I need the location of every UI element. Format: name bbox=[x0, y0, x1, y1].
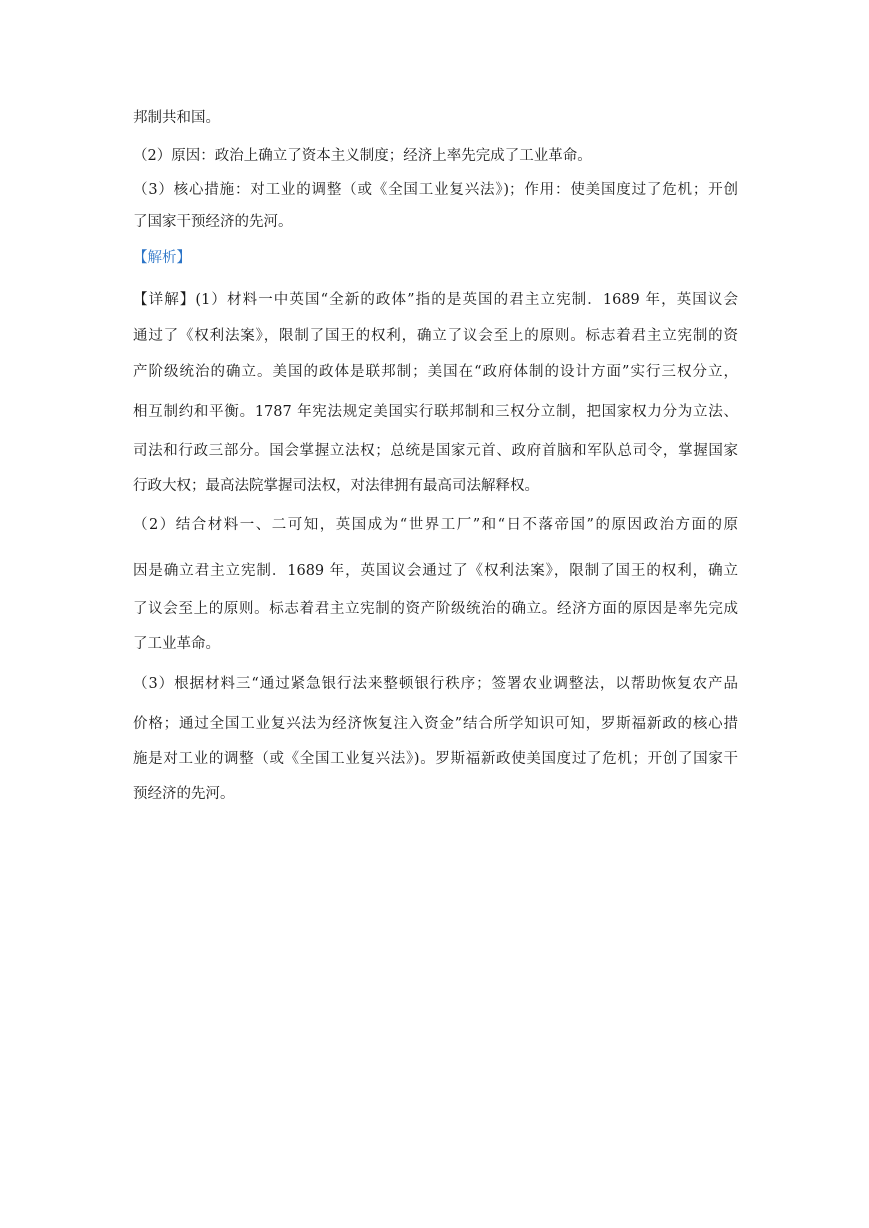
detail-p1-line-5: 司法和行政三部分。国会掌握立法权；总统是国家元首、政府首脑和军队总司令，掌握国家 bbox=[133, 443, 738, 459]
answer-line-1: 邦制共和国。 bbox=[133, 110, 220, 126]
detail-p3-line-1: （3）根据材料三“通过紧急银行法来整顿银行秩序；签署农业调整法，以帮助恢复农产品 bbox=[133, 676, 738, 692]
detail-p3-line-4: 预经济的先河。 bbox=[133, 786, 235, 802]
detail-p2-line-3: 了议会至上的原则。标志着君主立宪制的资产阶级统治的确立。经济方面的原因是率先完成 bbox=[133, 601, 738, 617]
detail-p3-line-3: 施是对工业的调整（或《全国工业复兴法》)。罗斯福新政使美国度过了危机；开创了国家干 bbox=[133, 751, 738, 767]
detail-p2-line-2: 因是确立君主立宪制．1689 年，英国议会通过了《权利法案》，限制了国王的权利，确立 bbox=[133, 563, 738, 579]
detail-p1-line-6: 行政大权；最高法院掌握司法权，对法律拥有最高司法解释权。 bbox=[133, 478, 539, 494]
detail-p2-line-4: 了工业革命。 bbox=[133, 636, 220, 652]
answer-line-4: 了国家干预经济的先河。 bbox=[133, 214, 293, 230]
answer-line-3: （3）核心措施：对工业的调整（或《全国工业复兴法》)；作用：使美国度过了危机；开创 bbox=[133, 182, 738, 198]
answer-line-2: （2）原因：政治上确立了资本主义制度；经济上率先完成了工业革命。 bbox=[133, 148, 592, 164]
detail-p1-line-1: 【详解】(1）材料一中英国“全新的政体”指的是英国的君主立宪制．1689 年，英国议会 bbox=[133, 292, 738, 308]
detail-p1-line-2: 通过了《权利法案》，限制了国王的权利，确立了议会至上的原则。标志着君主立宪制的资 bbox=[133, 328, 738, 344]
detail-p1-line-4: 相互制约和平衡。1787 年宪法规定美国实行联邦制和三权分立制，把国家权力分为立法、 bbox=[133, 404, 738, 420]
analysis-label: 【解析】 bbox=[133, 250, 191, 266]
detail-p3-line-2: 价格；通过全国工业复兴法为经济恢复注入资金”结合所学知识可知，罗斯福新政的核心措 bbox=[133, 716, 738, 732]
detail-p2-line-1: （2）结合材料一、二可知，英国成为“世界工厂”和“日不落帝国”的原因政治方面的原 bbox=[133, 517, 738, 533]
detail-p1-line-3: 产阶级统治的确立。美国的政体是联邦制；美国在“政府体制的设计方面”实行三权分立， bbox=[133, 364, 738, 380]
